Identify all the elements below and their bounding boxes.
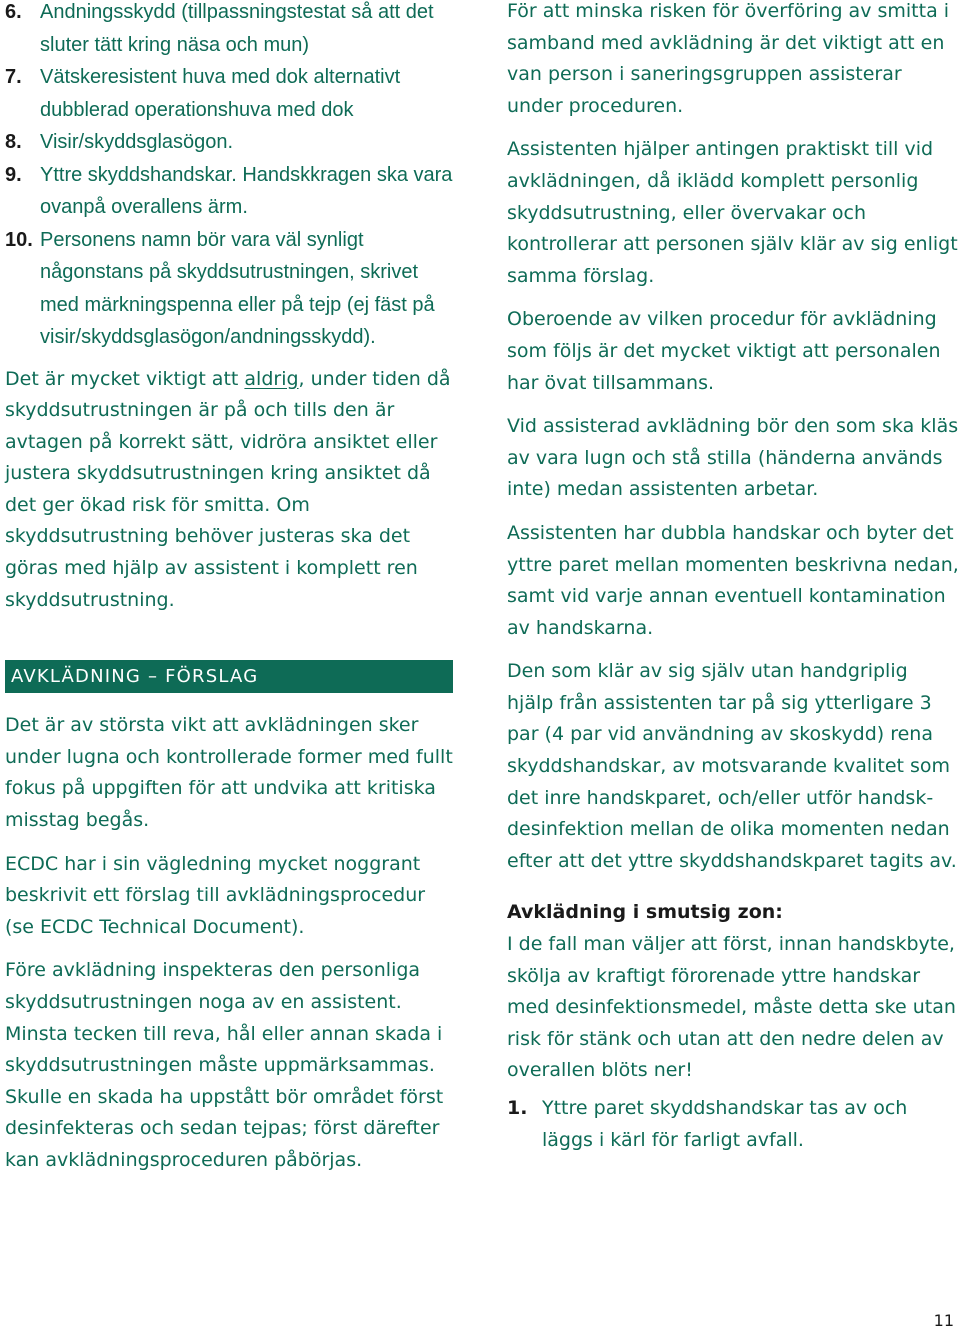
section-heading: AVKLÄDNING – FÖRSLAG xyxy=(5,660,453,693)
list-text: Yttre skyddshandskar. Handskkragen ska vara ovanpå overallens ärm. xyxy=(40,163,453,218)
paragraph: Den som klär av sig själv utan handgriplig hjälp från assistenten tar på sig ytterligare 3 par (4 par vid användning av skoskydd) rena skyddshandskar, av motsvarande kvalitet som det inre handskparet, och/eller utför handsk- desinfektion mellan de olika momenten nedan efter att det yttre skyddshandskparet tagits av. xyxy=(507,660,957,872)
paragraph: ECDC har i sin vägledning mycket noggrant beskrivit ett förslag till avklädningsprocedur (se ECDC Technical Document). xyxy=(5,852,426,938)
paragraph: För att minska risken för överföring av smitta i samband med avklädning är det viktigt att en van person i saneringsgruppen assisterar under proceduren. xyxy=(507,0,950,117)
list-text: Vätskeresistent huva med dok alternativt dubblerad operationshuva med dok xyxy=(40,66,401,121)
paragraph: Assistenten hjälper antingen praktiskt till vid avklädningen, då iklädd komplett personlig skyddsutrustning, eller övervakar och kontrollerar att personen själv klär av sig enligt samma förslag. xyxy=(507,138,958,287)
equipment-list xyxy=(5,0,455,354)
paragraph: Oberoende av vilken procedur för avklädning som följs är det mycket viktigt att personalen har övat tillsammans. xyxy=(507,308,941,394)
page-number: 11 xyxy=(933,1311,954,1330)
list-item xyxy=(5,61,455,126)
subheading: Avklädning i smutsig zon: xyxy=(507,901,783,924)
paragraph: Före avklädning inspekteras den personliga skyddsutrustningen noga av en assistent. Minsta tecken till reva, hål eller annan skada i skyddsutrustningen måste uppmärksammas. Skulle en skada ha uppstått bör området först desinfekteras och sedan tejpas; först därefter kan avklädningsproceduren påbörjas. xyxy=(5,959,444,1171)
list-number: 1. xyxy=(507,1097,528,1119)
list-text: Yttre paret skyddshandskar tas av och läggs i kärl för farligt avfall. xyxy=(542,1097,908,1151)
paragraph: Vid assisterad avklädning bör den som ska kläs av vara lugn och stå stilla (händerna används inte) medan assistenten arbetar. xyxy=(507,415,959,501)
list-text: Andningsskydd (tillpassningstestat så att det sluter tätt kring näsa och mun) xyxy=(40,1,434,56)
warning-paragraph: Det är mycket viktigt att aldrig, under tiden då skyddsutrustningen är på och tills den är avtagen på korrekt sätt, vidröra ansiktet eller justera skyddsutrustningen kring ansiktet då det ger ökad risk för smitta. Om skyddsutrustning behöver justeras ska det göras med hjälp av assistent i komplett ren skyddsutrustning. xyxy=(5,367,451,611)
paragraph: I de fall man väljer att först, innan handskbyte, skölja av kraftigt förorenade yttre handskar med desinfektionsmedel, måste detta ske utan risk för stänk och utan att den nedre delen av overallen blöts ner! xyxy=(507,933,956,1082)
list-text: Personens namn bör vara väl synligt någonstans på skyddsutrustningen, skrivet med märkningspenna eller på tejp (ej fäst på visir/skyddsglasögon/andningsskydd). xyxy=(40,228,435,348)
list-number: 8. xyxy=(5,131,22,153)
list-item xyxy=(5,126,455,159)
list-number: 7. xyxy=(5,66,22,88)
list-item xyxy=(5,159,455,224)
list-item xyxy=(5,224,455,354)
right-column xyxy=(507,0,959,1156)
list-number: 9. xyxy=(5,163,22,186)
left-column xyxy=(5,0,455,1177)
list-text: Visir/skyddsglasögon. xyxy=(40,131,234,153)
list-item xyxy=(507,1093,959,1156)
list-number: 10. xyxy=(5,228,33,251)
list-item xyxy=(5,0,455,61)
list-number: 6. xyxy=(5,1,22,23)
steps-list xyxy=(507,1093,959,1156)
emphasis-underline: aldrig xyxy=(244,367,299,390)
paragraph: Assistenten har dubbla handskar och byter det yttre paret mellan momenten beskrivna nedan, samt vid varje annan eventuell kontamination av handskarna. xyxy=(507,521,959,639)
paragraph: Det är av största vikt att avklädningen sker under lugna och kontrollerade former med fullt fokus på uppgiften för att undvika att kritiska misstag begås. xyxy=(5,714,453,832)
